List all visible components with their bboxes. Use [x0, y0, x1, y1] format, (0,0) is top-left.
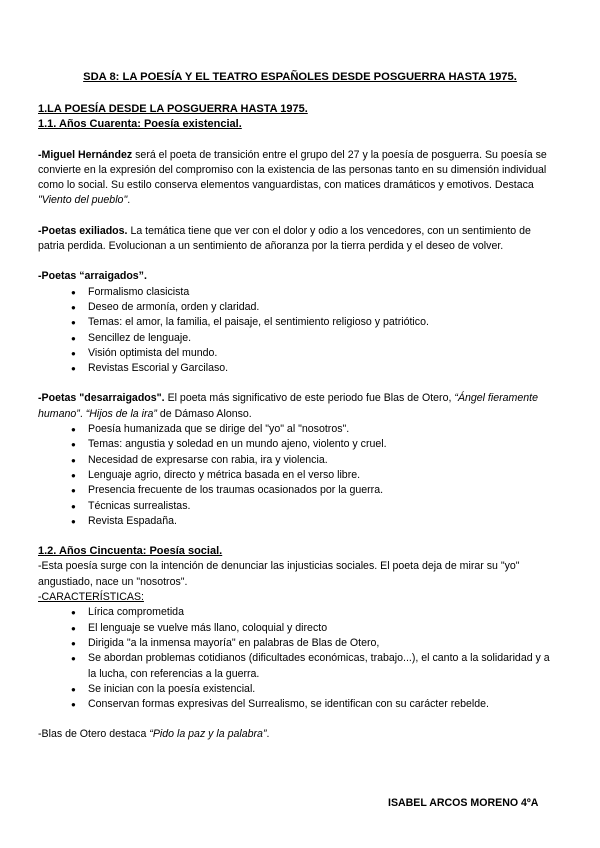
list-item: ● Se inician con la poesía existencial.: [38, 682, 560, 697]
list-item: ● Temas: el amor, la familia, el paisaje, el sentimiento religioso y patriótico.: [38, 315, 560, 330]
document-body: [38, 102, 560, 743]
features-label: -CARACTERÍSTICAS:: [38, 591, 144, 604]
list-item: ● Conservan formas expresivas del Surrealismo, se identifican con su carácter rebelde.: [38, 697, 560, 712]
work-title: “Pido la paz y la palabra”: [149, 728, 267, 741]
subsection-heading-1950s: 1.2. Años Cincuenta: Poesía social.: [38, 545, 223, 558]
paragraph-blas-de-otero: -Blas de Otero destaca “Pido la paz y la palabra”.: [38, 728, 270, 741]
lead-poetas-desarraigados: -Poetas "desarraigados".: [38, 392, 165, 405]
list-item: ● Temas: angustia y soledad en un mundo ajeno, violento y cruel.: [38, 437, 560, 452]
paragraph-poetas-exiliados: -Poetas exiliados. La temática tiene que ver con el dolor y odio a los vencedores, con un sentimiento de patria perdida. Evolucionan a un sentimiento de añoranza por la tierra perdida y el deseo de volver.: [38, 224, 531, 253]
document-title: SDA 8: LA POESÍA Y EL TEATRO ESPAÑOLES DESDE POSGUERRA HASTA 1975.: [83, 71, 517, 83]
list-item: ● Visión optimista del mundo.: [38, 346, 560, 361]
list-item: ● Revistas Escorial y Garcilaso.: [38, 361, 560, 376]
work-title: "Viento del pueblo": [38, 194, 128, 207]
list-caracteristicas: [38, 605, 560, 712]
list-item: ● Revista Espadaña.: [38, 514, 560, 529]
subsection-heading-1940s: 1.1. Años Cuarenta: Poesía existencial.: [38, 118, 242, 131]
author-signature: ISABEL ARCOS MORENO 4ºA: [388, 797, 539, 809]
list-item: ● Se abordan problemas cotidianos (dificultades económicas, trabajo...), el canto a la solidaridad y a la lucha, con referencias a la guerra.: [38, 651, 560, 682]
list-item: ● Deseo de armonía, orden y claridad.: [38, 300, 560, 315]
list-item: ● Presencia frecuente de los traumas ocasionados por la guerra.: [38, 483, 560, 498]
section-heading: 1.LA POESÍA DESDE LA POSGUERRA HASTA 1975.: [38, 103, 308, 115]
list-item: ● Lenguaje agrio, directo y métrica basada en el verso libre.: [38, 468, 560, 483]
list-item: ● Dirigida "a la inmensa mayoría" en palabras de Blas de Otero,: [38, 636, 560, 651]
paragraph-poesia-social-intro: -Esta poesía surge con la intención de denunciar las injusticias sociales. El poeta deja de mirar su "yo" angustiado, nace un "nosotros".: [38, 560, 520, 588]
list-item: ● El lenguaje se vuelve más llano, coloquial y directo: [38, 621, 560, 636]
lead-poetas-arraigados: -Poetas “arraigados”.: [38, 270, 147, 283]
list-item: ● Poesía humanizada que se dirige del "yo" al "nosotros".: [38, 422, 560, 437]
list-item: ● Necesidad de expresarse con rabia, ira y violencia.: [38, 453, 560, 468]
list-desarraigados: [38, 422, 560, 529]
list-item: ● Formalismo clasicista: [38, 285, 560, 300]
paragraph-miguel-hernandez: -Miguel Hernández será el poeta de transición entre el grupo del 27 y la poesía de posguerra. Su poesía se convierte en la expresión del compromiso con la existencia de las personas tanto en su dimensión individual como lo social. Su estilo conserva elementos vanguardistas, con matices dramáticos y emotivos. Destaca "Viento del pueblo".: [38, 148, 547, 207]
list-arraigados: [38, 285, 560, 377]
work-title: “Ángel fieramente humano”: [38, 392, 538, 420]
list-item: ● Sencillez de lenguaje.: [38, 331, 560, 346]
lead-poetas-exiliados: -Poetas exiliados.: [38, 224, 128, 237]
paragraph-poetas-desarraigados: -Poetas "desarraigados". El poeta más significativo de este periodo fue Blas de Otero, “Ángel fieramente humano”. “Hijos de la ira” de Dámaso Alonso.: [38, 392, 538, 420]
lead-miguel-hernandez: -Miguel Hernández: [38, 148, 133, 161]
work-title: “Hijos de la ira”: [85, 407, 157, 420]
list-item: ● Lírica comprometida: [38, 605, 560, 620]
list-item: ● Técnicas surrealistas.: [38, 499, 560, 514]
